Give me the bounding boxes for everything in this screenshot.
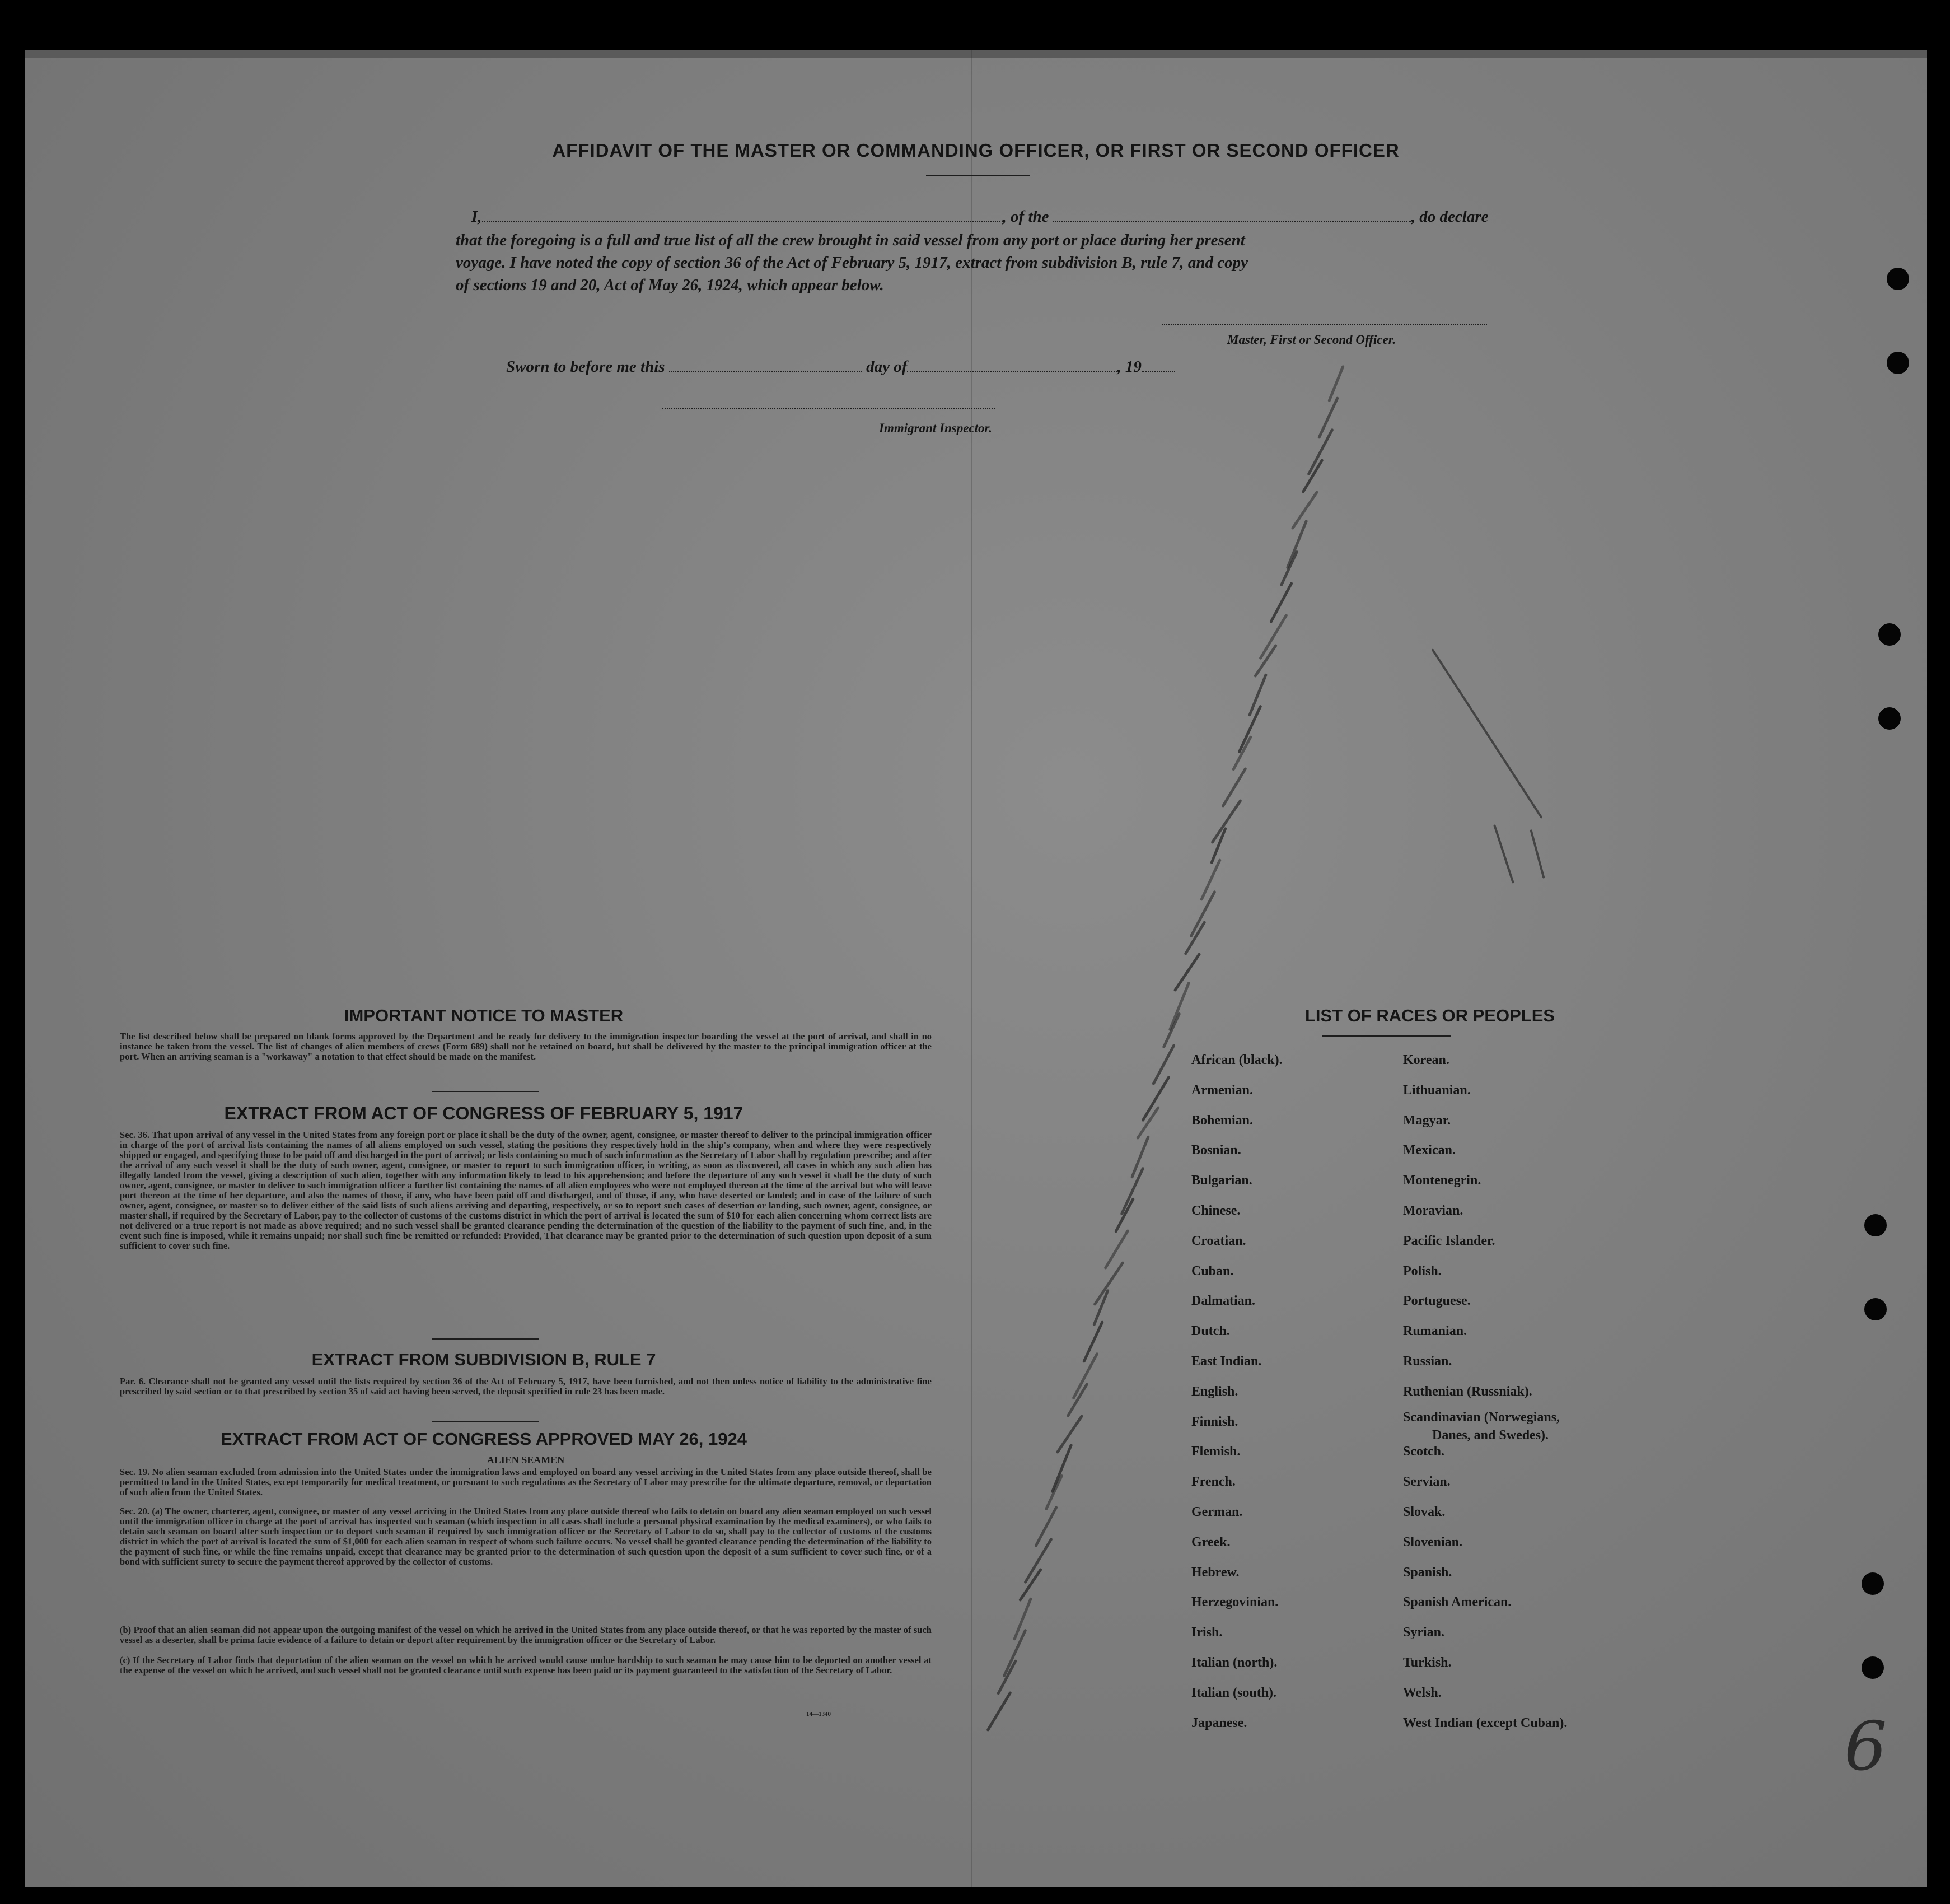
race-item: Welsh. bbox=[1403, 1685, 1442, 1700]
race-item: Spanish American. bbox=[1403, 1595, 1512, 1610]
race-item: Lithuanian. bbox=[1403, 1082, 1471, 1098]
race-item: Finnish. bbox=[1191, 1414, 1238, 1429]
sworn-prefix: Sworn to before me this bbox=[506, 358, 665, 376]
race-item: Chinese. bbox=[1191, 1203, 1241, 1218]
binder-hole bbox=[1887, 352, 1909, 374]
race-item-continuation: Danes, and Swedes). bbox=[1432, 1427, 1549, 1443]
race-item: Scotch. bbox=[1403, 1444, 1444, 1459]
tally-mark bbox=[1051, 1443, 1073, 1493]
race-item: Scandinavian (Norwegians, bbox=[1403, 1410, 1560, 1425]
race-item: Portuguese. bbox=[1403, 1294, 1471, 1309]
affidavit-of-the: , of the bbox=[1002, 208, 1049, 226]
tally-mark bbox=[1286, 519, 1308, 569]
race-item: Turkish. bbox=[1403, 1655, 1452, 1670]
sec20a-text: Sec. 20. (a) The owner, charterer, agent, consignee, or master of any vessel arriving in the United States from any place outside thereof who fails to detain on board any alien seaman employed on such vessel until the immigration officer in charge at the port of arrival has inspected such seaman (which inspection in all cases shall include a personal physical examination by the medical examiners), or who fails to detain such seaman on board after such inspection or to deport such seaman if required by such immigration officer or the Secretary of Labor to do so, shall pay to the collector of customs of the customs district in which the port of arrival is located the sum of $1,000 for each alien seaman in respect of whom such failure occurs. No vessel shall be granted clearance pending the determination of the liability to the payment of such fine, or while the fine remains unpaid, except that clearance may be granted prior to the determination of such question upon the deposit of a sum sufficient to cover such fine, or of a bond with sufficient surety to secure the payment thereof approved by the collector of customs. bbox=[120, 1506, 932, 1567]
race-item: West Indian (except Cuban). bbox=[1403, 1715, 1568, 1730]
rule7-text: Par. 6. Clearance shall not be granted any vessel until the lists required by section 36 of the Act of February 5, 1917, have been furnished, and not then unless notice of liability to the administrative fine prescribed by said section or to that prescribed by section 35 of said act having been served, the deposit specified in rule 23 has been made. bbox=[120, 1376, 932, 1397]
sworn-year: , 19 bbox=[1117, 358, 1142, 376]
race-item: Herzegovinian. bbox=[1191, 1595, 1279, 1610]
race-item: Pacific Islander. bbox=[1403, 1233, 1495, 1248]
tally-mark bbox=[1044, 1474, 1063, 1511]
tally-mark bbox=[1023, 1537, 1053, 1584]
race-item: Armenian. bbox=[1191, 1082, 1253, 1098]
race-item: Ruthenian (Russniak). bbox=[1403, 1384, 1532, 1399]
affidavit-line-3: voyage. I have noted the copy of section 36 of the Act of February 5, 1917, extract from subdivision B, rule 7, and copy bbox=[456, 254, 1248, 272]
affidavit-title: AFFIDAVIT OF THE MASTER OR COMMANDING OFFICER, OR FIRST OR SECOND OFFICER bbox=[552, 140, 1400, 161]
sec20b-text: (b) Proof that an alien seaman did not appear upon the outgoing manifest of the vessel on which he arrived in the United States from any place outside thereof, or that he was reported by the master of such vessel as a deserter, shall be prima facie evidence of a failure to detain or deport after requirement by the immigration officer or the Secretary of Labor. bbox=[120, 1625, 932, 1645]
binder-hole bbox=[1864, 1298, 1887, 1320]
affidavit-line-4: of sections 19 and 20, Act of May 26, 1924, which appear below. bbox=[456, 276, 884, 294]
vessel-blank[interactable] bbox=[1053, 221, 1411, 222]
affidavit-line-1 bbox=[456, 206, 1536, 228]
sworn-day-blank[interactable] bbox=[669, 371, 862, 372]
race-item: East Indian. bbox=[1191, 1354, 1262, 1369]
sworn-month-blank[interactable] bbox=[907, 371, 1117, 372]
tally-mark bbox=[1210, 799, 1242, 844]
binder-hole bbox=[1862, 1572, 1884, 1595]
races-rule bbox=[1322, 1035, 1451, 1037]
race-item: Greek. bbox=[1191, 1534, 1231, 1550]
tally-mark bbox=[1259, 613, 1288, 660]
name-blank[interactable] bbox=[482, 221, 1003, 222]
master-label: Master, First or Second Officer. bbox=[1227, 333, 1396, 347]
tally-mark bbox=[1269, 582, 1293, 624]
tally-mark bbox=[1103, 1229, 1130, 1270]
rule7-rule bbox=[432, 1421, 539, 1422]
race-item: Dalmatian. bbox=[1191, 1294, 1255, 1309]
title-rule bbox=[926, 175, 1030, 176]
tally-mark bbox=[986, 1691, 1012, 1732]
race-item: Mexican. bbox=[1403, 1143, 1456, 1158]
affidavit-declare: , do declare bbox=[1411, 208, 1489, 226]
sworn-year-blank[interactable] bbox=[1142, 371, 1175, 372]
notice-title: IMPORTANT NOTICE TO MASTER bbox=[344, 1006, 624, 1025]
tally-mark bbox=[1093, 1261, 1125, 1306]
binder-hole bbox=[1878, 623, 1901, 646]
notice-text: The list described below shall be prepared on blank forms approved by the Department and be ready for delivery to the immigration inspector boarding the vessel at the port of arrival, and shall in no instance be taken from the vessel. The list of changes of alien members of crews (Form 689) shall not be retained on board, but shall be delivered by the master to the principal immigration officer at the port. When an arriving seaman is a "workaway" a notation to that effect should be made on the manifest. bbox=[120, 1031, 932, 1062]
extract-1924-title: EXTRACT FROM ACT OF CONGRESS APPROVED MAY 26, 1924 bbox=[221, 1429, 747, 1449]
notice-rule bbox=[432, 1091, 539, 1092]
race-item: Slovak. bbox=[1403, 1505, 1446, 1519]
tally-mark bbox=[1221, 767, 1247, 808]
race-item: German. bbox=[1191, 1505, 1243, 1519]
races-title: LIST OF RACES OR PEOPLES bbox=[1304, 1006, 1555, 1025]
sec19-text: Sec. 19. No alien seaman excluded from admission into the United States under the immigration laws and employed on board any vessel arriving in the United States from any place outside thereof, shall be permitted to land in the United States, except temporarily for medical treatment, or pursuant to such regulations as the Secretary of Labor may prescribe for the ultimate departure, removal, or deportation of such alien from the United States. bbox=[120, 1467, 932, 1497]
race-item: English. bbox=[1191, 1384, 1238, 1399]
center-fold bbox=[971, 50, 972, 1887]
binder-hole bbox=[1887, 268, 1909, 290]
race-item: French. bbox=[1191, 1474, 1236, 1490]
extract-1917-title: EXTRACT FROM ACT OF CONGRESS OF FEBRUARY 5, 1917 bbox=[224, 1103, 743, 1123]
sworn-day-of: day of bbox=[866, 358, 908, 376]
alien-seamen-subtitle: ALIEN SEAMEN bbox=[487, 1454, 565, 1466]
form-number: 14—1340 bbox=[806, 1711, 831, 1718]
race-item: Italian (north). bbox=[1191, 1655, 1278, 1670]
inspector-signature-line[interactable] bbox=[662, 408, 995, 409]
race-item: Slovenian. bbox=[1403, 1534, 1463, 1550]
tally-mark bbox=[1152, 1044, 1176, 1086]
race-item: Cuban. bbox=[1191, 1263, 1234, 1278]
tally-mark bbox=[997, 1659, 1017, 1695]
race-item: Rumanian. bbox=[1403, 1324, 1467, 1339]
affidavit-i: I, bbox=[471, 208, 482, 226]
race-item: Japanese. bbox=[1191, 1715, 1247, 1730]
sec20c-text: (c) If the Secretary of Labor finds that deportation of the alien seaman on the vessel on which he arrived would cause undue hardship to such seaman he may cause him to be deported on another vessel at the expense of the vessel on which he arrived, and such vessel shall not be granted clearance until such expense has been paid or its payment guaranteed to the satisfaction of the Secretary of Labor. bbox=[120, 1655, 932, 1676]
race-item: Bohemian. bbox=[1191, 1113, 1254, 1128]
race-item: Montenegrin. bbox=[1403, 1173, 1481, 1188]
tally-mark bbox=[1232, 735, 1252, 771]
race-item: Bulgarian. bbox=[1191, 1173, 1252, 1188]
manifest-page bbox=[25, 50, 1927, 1887]
master-signature-line[interactable] bbox=[1162, 324, 1487, 325]
affidavit-line-2: that the foregoing is a full and true list of all the crew brought in said vessel from any port or place during her present bbox=[456, 231, 1245, 249]
race-item: Flemish. bbox=[1191, 1444, 1241, 1459]
extract-1917-rule bbox=[432, 1338, 539, 1340]
race-item: Moravian. bbox=[1403, 1203, 1463, 1218]
tally-mark bbox=[1279, 550, 1298, 587]
race-item: African (black). bbox=[1191, 1053, 1283, 1067]
race-item: Magyar. bbox=[1403, 1113, 1451, 1128]
extract-1917-text: Sec. 36. That upon arrival of any vessel in the United States from any foreign port or place it shall be the duty of the owner, agent, consignee, or master thereof to deliver to the principal immigration officer in charge of the port of arrival lists containing the names of all aliens employed on such vessel, stating the positions they respectively hold in the ship's company, when and where they were respectively shipped or engaged, and specifying those to be paid off and discharged in the port of arrival; or lists containing so much of such information as the Secretary of Labor shall by regulation prescribe; and after the arrival of any such vessel it shall be the duty of such owner, agent, consignee, or master to report to such immigration officer, in writing, as soon as discovered, all cases in which any such alien has illegally landed from the vessel, giving a description of such alien, together with any information likely to lead to his apprehension; and before the departure of any such vessel it shall be the duty of such owner, agent, consignee, or master to deliver to such immigration officer a further list containing the names of all alien employees who were not employed thereon at the time of the arrival but who will leave port thereon at the time of her departure, and also the names of those, if any, who have been paid off and discharged, and of those, if any, who have deserted or landed; and in case of the failure of such owner, agent, consignee, or master so to deliver either of the said lists of such aliens arriving and departing, respectively, or so to report such cases of desertion or landing, such owner, agent, consignee, or master shall, if required by the Secretary of Labor, pay to the collector of customs of the customs district in which the port of arrival is located the sum of $10 for each alien concerning whom correct lists are not delivered or a true report is not made as above required; and no such vessel shall be granted clearance pending the determination of the question of the liability to the payment of such fine, and, in the event such fine is imposed, while it remains unpaid; nor shall such fine be remitted or refunded: Provided, That clearance may be granted prior to the determination of such question upon deposit of a sum sufficient to cover such fine. bbox=[120, 1130, 932, 1251]
ink-stroke bbox=[1493, 824, 1514, 884]
race-item: Croatian. bbox=[1191, 1233, 1246, 1248]
tally-mark bbox=[1034, 1506, 1058, 1548]
race-item: Korean. bbox=[1403, 1053, 1449, 1067]
rule7-title: EXTRACT FROM SUBDIVISION B, RULE 7 bbox=[311, 1350, 656, 1369]
ink-stroke bbox=[1530, 829, 1545, 879]
race-item: Polish. bbox=[1403, 1263, 1442, 1278]
race-item: Irish. bbox=[1191, 1625, 1223, 1640]
race-item: Dutch. bbox=[1191, 1324, 1230, 1339]
ink-stroke bbox=[1431, 648, 1542, 819]
page-top-edge bbox=[25, 50, 1927, 58]
inspector-label: Immigrant Inspector. bbox=[879, 421, 992, 435]
tally-mark bbox=[1141, 1075, 1171, 1122]
handwritten-page-number: 6 bbox=[1844, 1708, 1887, 1786]
race-item: Russian. bbox=[1403, 1354, 1452, 1369]
tally-mark bbox=[1162, 1012, 1181, 1049]
race-item: Syrian. bbox=[1403, 1625, 1445, 1640]
tally-mark bbox=[1114, 1197, 1135, 1233]
binder-hole bbox=[1864, 1214, 1887, 1236]
binder-hole bbox=[1878, 707, 1901, 730]
race-item: Servian. bbox=[1403, 1474, 1451, 1490]
race-item: Bosnian. bbox=[1191, 1143, 1241, 1158]
binder-hole bbox=[1862, 1656, 1884, 1679]
sworn-line bbox=[506, 356, 1587, 378]
race-item: Italian (south). bbox=[1191, 1685, 1277, 1700]
race-item: Spanish. bbox=[1403, 1565, 1452, 1580]
race-item: Hebrew. bbox=[1191, 1565, 1240, 1580]
